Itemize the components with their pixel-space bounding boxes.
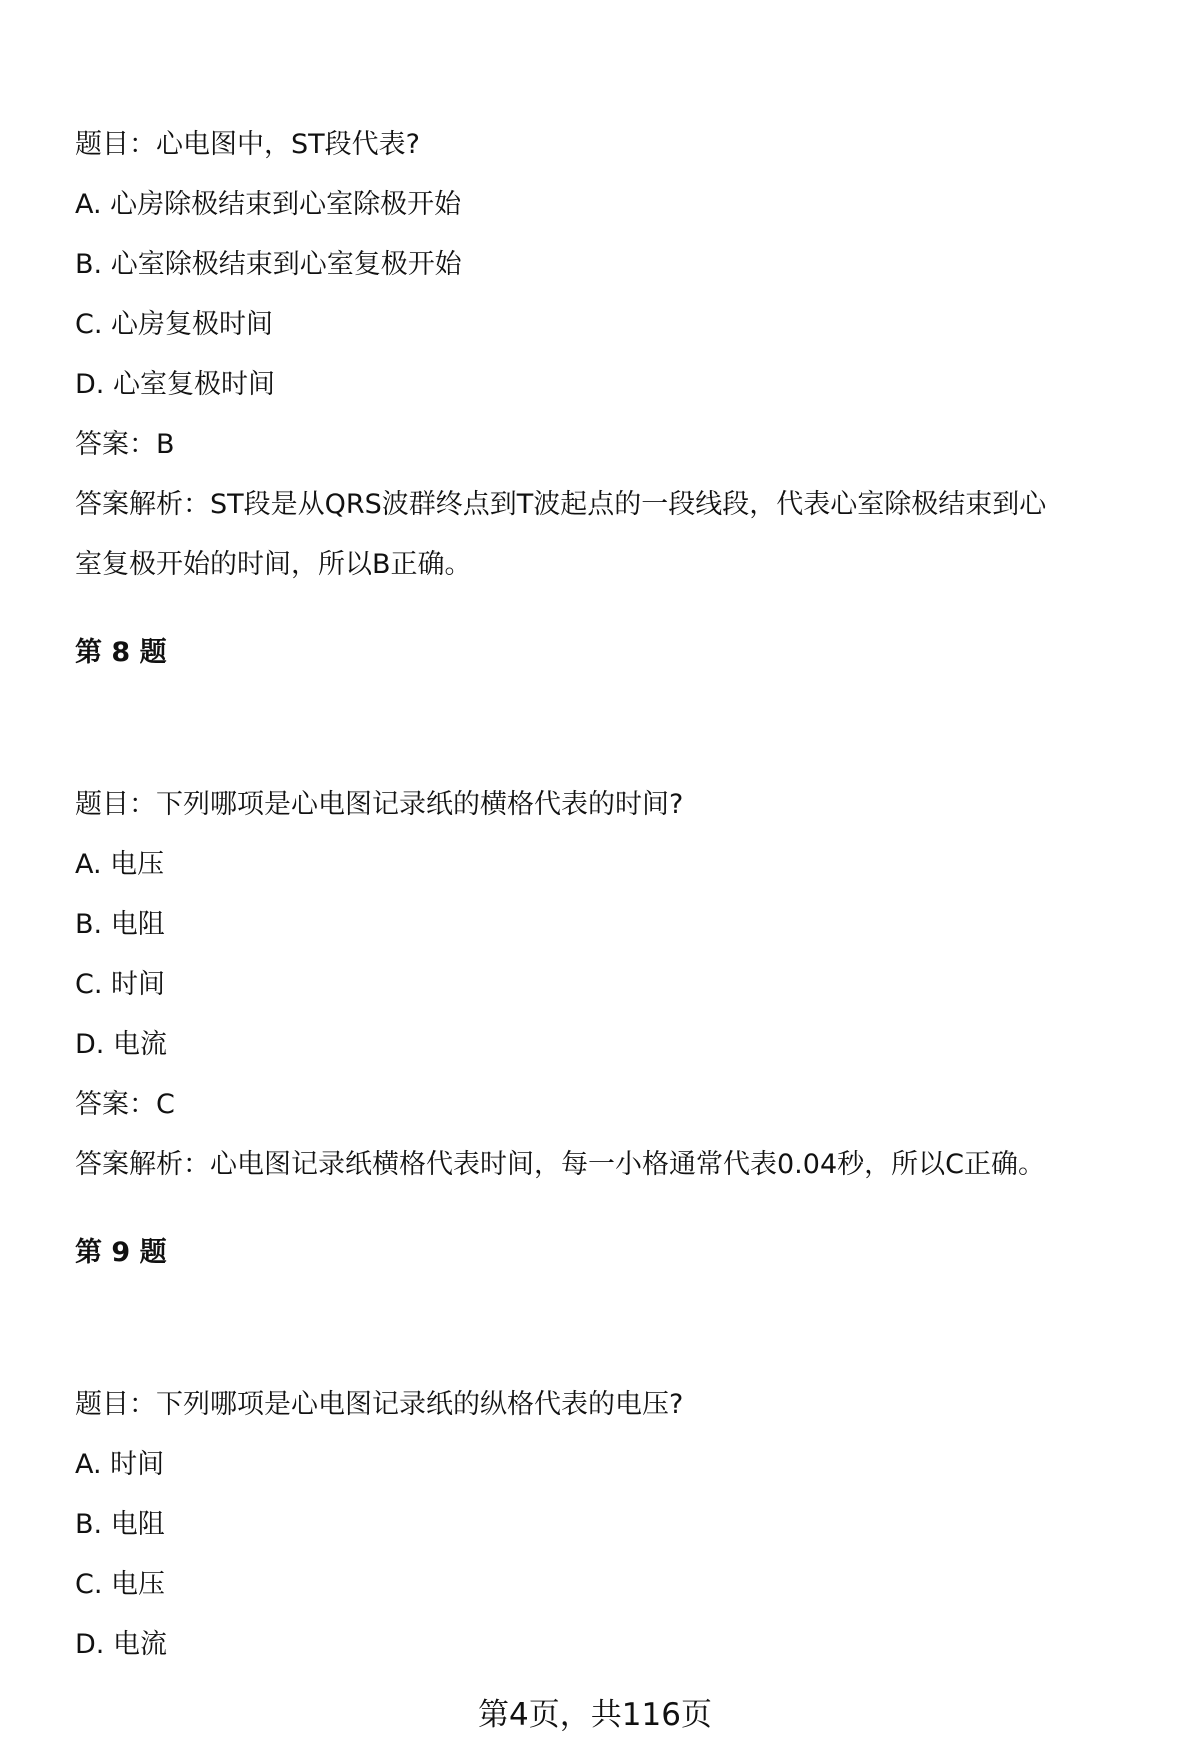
question-9-heading: 第 9 题 — [75, 1237, 167, 1268]
question-7-option-b: B. 心室除极结束到心室复极开始 — [75, 249, 462, 280]
question-8-heading: 第 8 题 — [75, 637, 167, 668]
question-8-option-a: A. 电压 — [75, 849, 165, 880]
question-9-option-c: C. 电压 — [75, 1569, 166, 1600]
page-number-footer: 第4页，共116页 — [478, 1697, 712, 1733]
question-7-text: 题目：心电图中，ST段代表? — [75, 129, 420, 160]
question-8-text: 题目：下列哪项是心电图记录纸的横格代表的时间? — [75, 789, 684, 820]
question-7-option-d: D. 心室复极时间 — [75, 369, 275, 400]
question-9-option-b: B. 电阻 — [75, 1509, 165, 1540]
question-8-option-d: D. 电流 — [75, 1029, 167, 1060]
question-8-option-b: B. 电阻 — [75, 909, 165, 940]
question-8-explanation: 答案解析：心电图记录纸横格代表时间，每一小格通常代表0.04秒，所以C正确。 — [75, 1149, 1045, 1180]
question-7-option-c: C. 心房复极时间 — [75, 309, 274, 340]
question-8-answer: 答案：C — [75, 1089, 175, 1120]
question-9-text: 题目：下列哪项是心电图记录纸的纵格代表的电压? — [75, 1389, 684, 1420]
question-7-explanation-line-1: 答案解析：ST段是从QRS波群终点到T波起点的一段线段，代表心室除极结束到心 — [75, 489, 1047, 520]
question-7-answer: 答案：B — [75, 429, 175, 460]
question-9-option-a: A. 时间 — [75, 1449, 165, 1480]
question-7-option-a: A. 心房除极结束到心室除极开始 — [75, 189, 462, 220]
question-7-explanation-line-2: 室复极开始的时间，所以B正确。 — [75, 549, 472, 580]
question-9-option-d: D. 电流 — [75, 1629, 167, 1660]
question-8-option-c: C. 时间 — [75, 969, 166, 1000]
